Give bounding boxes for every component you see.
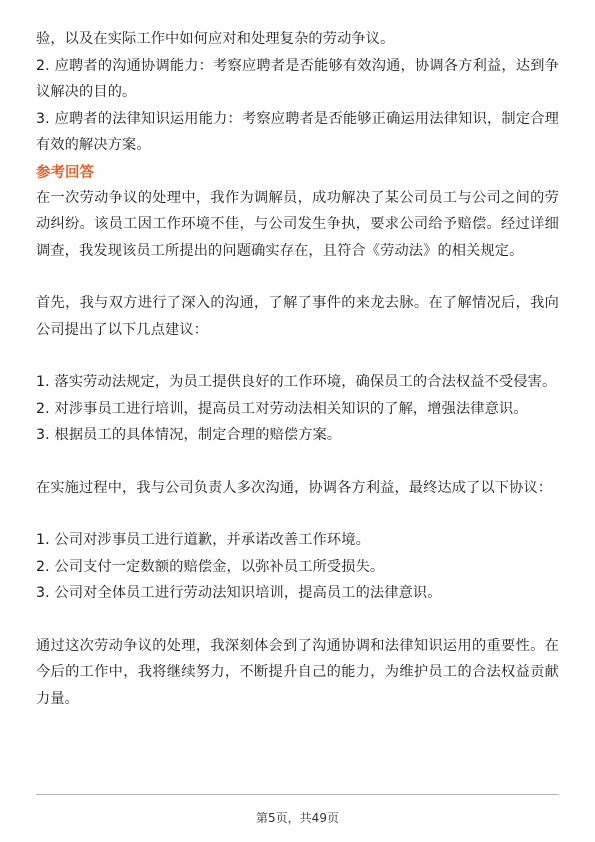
answer-paragraph-1: 在一次劳动争议的处理中，我作为调解员，成功解决了某公司员工与公司之间的劳动纠纷。该员工因工作环境不佳，与公司发生争执，要求公司给予赔偿。经过详细调查，我发现该员工所提出的问题确实存在，且符合《劳动法》的相关规定。 (36, 189, 559, 259)
agreement-item-3: 3. 公司对全体员工进行劳动法知识培训，提高员工的法律意识。 (36, 585, 442, 601)
suggestion-item-2: 2. 对涉事员工进行培训，提高员工对劳动法相关知识的了解，增强法律意识。 (36, 400, 528, 417)
answer-paragraph-2: 首先，我与双方进行了深入的沟通，了解了事件的来龙去脉。在了解情况后，我向公司提出了以下几点建议： (36, 295, 559, 338)
footer-divider (36, 794, 559, 795)
document-body (36, 26, 559, 712)
answer-paragraph-3: 在实施过程中，我与公司负责人多次沟通，协调各方利益，最终达成了以下协议： (36, 479, 553, 496)
agreement-item-1: 1. 公司对涉事员工进行道歉，并承诺改善工作环境。 (36, 532, 370, 548)
intro-item-2: 2. 应聘者的沟通协调能力：考察应聘者是否能够有效沟通，协调各方利益，达到争议解决的目的。 (36, 57, 559, 100)
suggestion-item-1: 1. 落实劳动法规定，为员工提供良好的工作环境，确保员工的合法权益不受侵害。 (36, 374, 557, 390)
intro-line-1: 验，以及在实际工作中如何应对和处理复杂的劳动争议。 (36, 31, 395, 47)
intro-item-3: 3. 应聘者的法律知识运用能力：考察应聘者是否能够正确运用法律知识，制定合理有效的解决方案。 (36, 110, 559, 153)
agreement-item-2: 2. 公司支付一定数额的赔偿金，以弥补员工所受损失。 (36, 558, 385, 575)
page-number: 第5页，共49页 (256, 811, 339, 825)
conclusion-paragraph: 通过这次劳动争议的处理，我深刻体会到了沟通协调和法律知识运用的重要性。在今后的工作中，我将继续努力，不断提升自己的能力，为维护员工的合法权益贡献力量。 (36, 637, 559, 707)
answer-heading: 参考回答 (36, 164, 94, 181)
suggestion-item-3: 3. 根据员工的具体情况，制定合理的赔偿方案。 (36, 427, 342, 443)
